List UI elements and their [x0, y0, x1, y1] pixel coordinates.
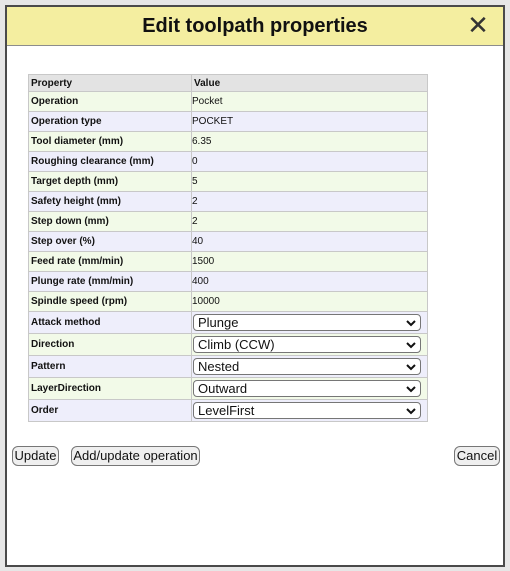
table-row	[29, 272, 428, 292]
header-value: Value	[192, 75, 428, 92]
table-row	[29, 292, 428, 312]
plunge-rate-value[interactable]: 400	[192, 272, 428, 292]
row-label-operation: Operation	[29, 92, 192, 112]
step-down-value[interactable]: 2	[192, 212, 428, 232]
operation-type-value[interactable]: POCKET	[192, 112, 428, 132]
table-row	[29, 378, 428, 400]
table-row	[29, 334, 428, 356]
table-row	[29, 112, 428, 132]
row-label-order: Order	[29, 400, 192, 422]
row-label-step-down: Step down (mm)	[29, 212, 192, 232]
dialog-title-bar	[7, 7, 503, 46]
edit-toolpath-dialog	[5, 5, 505, 567]
row-label-pattern: Pattern	[29, 356, 192, 378]
header-property: Property	[29, 75, 192, 92]
direction-select[interactable]	[193, 336, 421, 353]
layer-direction-selected: Outward	[198, 381, 248, 396]
table-row	[29, 132, 428, 152]
chevron-down-icon	[405, 383, 417, 395]
operation-value[interactable]: Pocket	[192, 92, 428, 112]
row-label-safety-height: Safety height (mm)	[29, 192, 192, 212]
close-icon[interactable]: ✕	[467, 10, 489, 40]
pattern-select[interactable]	[193, 358, 421, 375]
row-label-attack-method: Attack method	[29, 312, 192, 334]
row-label-spindle-speed: Spindle speed (rpm)	[29, 292, 192, 312]
table-row	[29, 92, 428, 112]
row-label-plunge-rate: Plunge rate (mm/min)	[29, 272, 192, 292]
table-row	[29, 212, 428, 232]
chevron-down-icon	[405, 317, 417, 329]
properties-table	[28, 74, 428, 422]
row-label-target-depth: Target depth (mm)	[29, 172, 192, 192]
row-label-operation-type: Operation type	[29, 112, 192, 132]
cancel-button[interactable]: Cancel	[454, 446, 500, 466]
table-row	[29, 172, 428, 192]
order-selected: LevelFirst	[198, 403, 255, 418]
row-label-roughing-clearance: Roughing clearance (mm)	[29, 152, 192, 172]
target-depth-value[interactable]: 5	[192, 172, 428, 192]
chevron-down-icon	[405, 361, 417, 373]
pattern-selected: Nested	[198, 359, 240, 374]
table-row	[29, 356, 428, 378]
direction-selected: Climb (CCW)	[198, 337, 275, 352]
safety-height-value[interactable]: 2	[192, 192, 428, 212]
table-row	[29, 312, 428, 334]
row-label-layer-direction: LayerDirection	[29, 378, 192, 400]
feed-rate-value[interactable]: 1500	[192, 252, 428, 272]
table-row	[29, 232, 428, 252]
dialog-title: Edit toolpath properties	[142, 15, 368, 37]
tool-diameter-value[interactable]: 6.35	[192, 132, 428, 152]
table-row	[29, 400, 428, 422]
attack-method-selected: Plunge	[198, 315, 239, 330]
table-row	[29, 192, 428, 212]
spindle-speed-value[interactable]: 10000	[192, 292, 428, 312]
chevron-down-icon	[405, 339, 417, 351]
row-label-tool-diameter: Tool diameter (mm)	[29, 132, 192, 152]
table-header-row	[29, 75, 428, 92]
row-label-direction: Direction	[29, 334, 192, 356]
update-button[interactable]: Update	[12, 446, 59, 466]
attack-method-select[interactable]	[193, 314, 421, 331]
step-over-value[interactable]: 40	[192, 232, 428, 252]
row-label-step-over: Step over (%)	[29, 232, 192, 252]
add-update-operation-button[interactable]: Add/update operation	[71, 446, 200, 466]
roughing-clearance-value[interactable]: 0	[192, 152, 428, 172]
table-row	[29, 252, 428, 272]
table-row	[29, 152, 428, 172]
chevron-down-icon	[405, 405, 417, 417]
row-label-feed-rate: Feed rate (mm/min)	[29, 252, 192, 272]
layer-direction-select[interactable]	[193, 380, 421, 397]
order-select[interactable]	[193, 402, 421, 419]
